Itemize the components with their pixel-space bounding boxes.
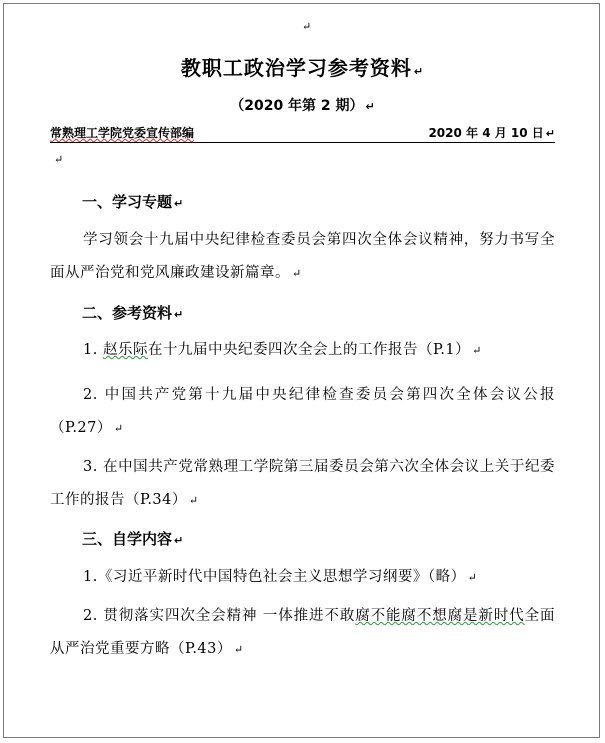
paragraph: 学习领会十九届中央纪律检查委员会第四次全体会议精神，努力书写全面从严治党和党风廉政建设新篇章。 ↵ (50, 232, 555, 281)
document-title: 教职工政治学习参考资料 ↵ (180, 56, 425, 80)
list-item: 2. 中国共产党第十九届中央纪律检查委员会第四次全体会议公报（P.27） ↵ (50, 387, 556, 436)
publisher: 常熟理工学院党委宣传部编 (50, 126, 195, 140)
paragraph-mark: ↵ (302, 20, 312, 33)
list-item: 1. 赵乐际在十九届中央纪委四次全会上的工作报告（P.1） ↵ (83, 342, 482, 358)
section-heading: 二、参考资料 ↵ (82, 304, 184, 322)
section-heading: 三、自学内容 ↵ (82, 530, 184, 548)
list-item: 2. 贯彻落实四次全会精神 一体推进不敢腐不能腐不想腐是新时代全面从严治党重要方略（P.43） ↵ (50, 608, 556, 657)
paragraph-mark: ↵ (54, 153, 64, 166)
document-subtitle: （2020 年第 2 期） ↵ (230, 98, 375, 114)
list-item: 1.《习近平新时代中国特色社会主义思想学习纲要》（略） ↵ (83, 569, 478, 585)
section-heading: 一、学习专题 ↵ (82, 193, 184, 211)
header-meta-line (50, 122, 555, 143)
publish-date: 2020 年 4 月 10 日 ↵ (428, 126, 555, 140)
list-item: 3. 在中国共产党常熟理工学院第三届委员会第六次全体会议上关于纪委工作的报告（P.34） ↵ (50, 459, 556, 508)
